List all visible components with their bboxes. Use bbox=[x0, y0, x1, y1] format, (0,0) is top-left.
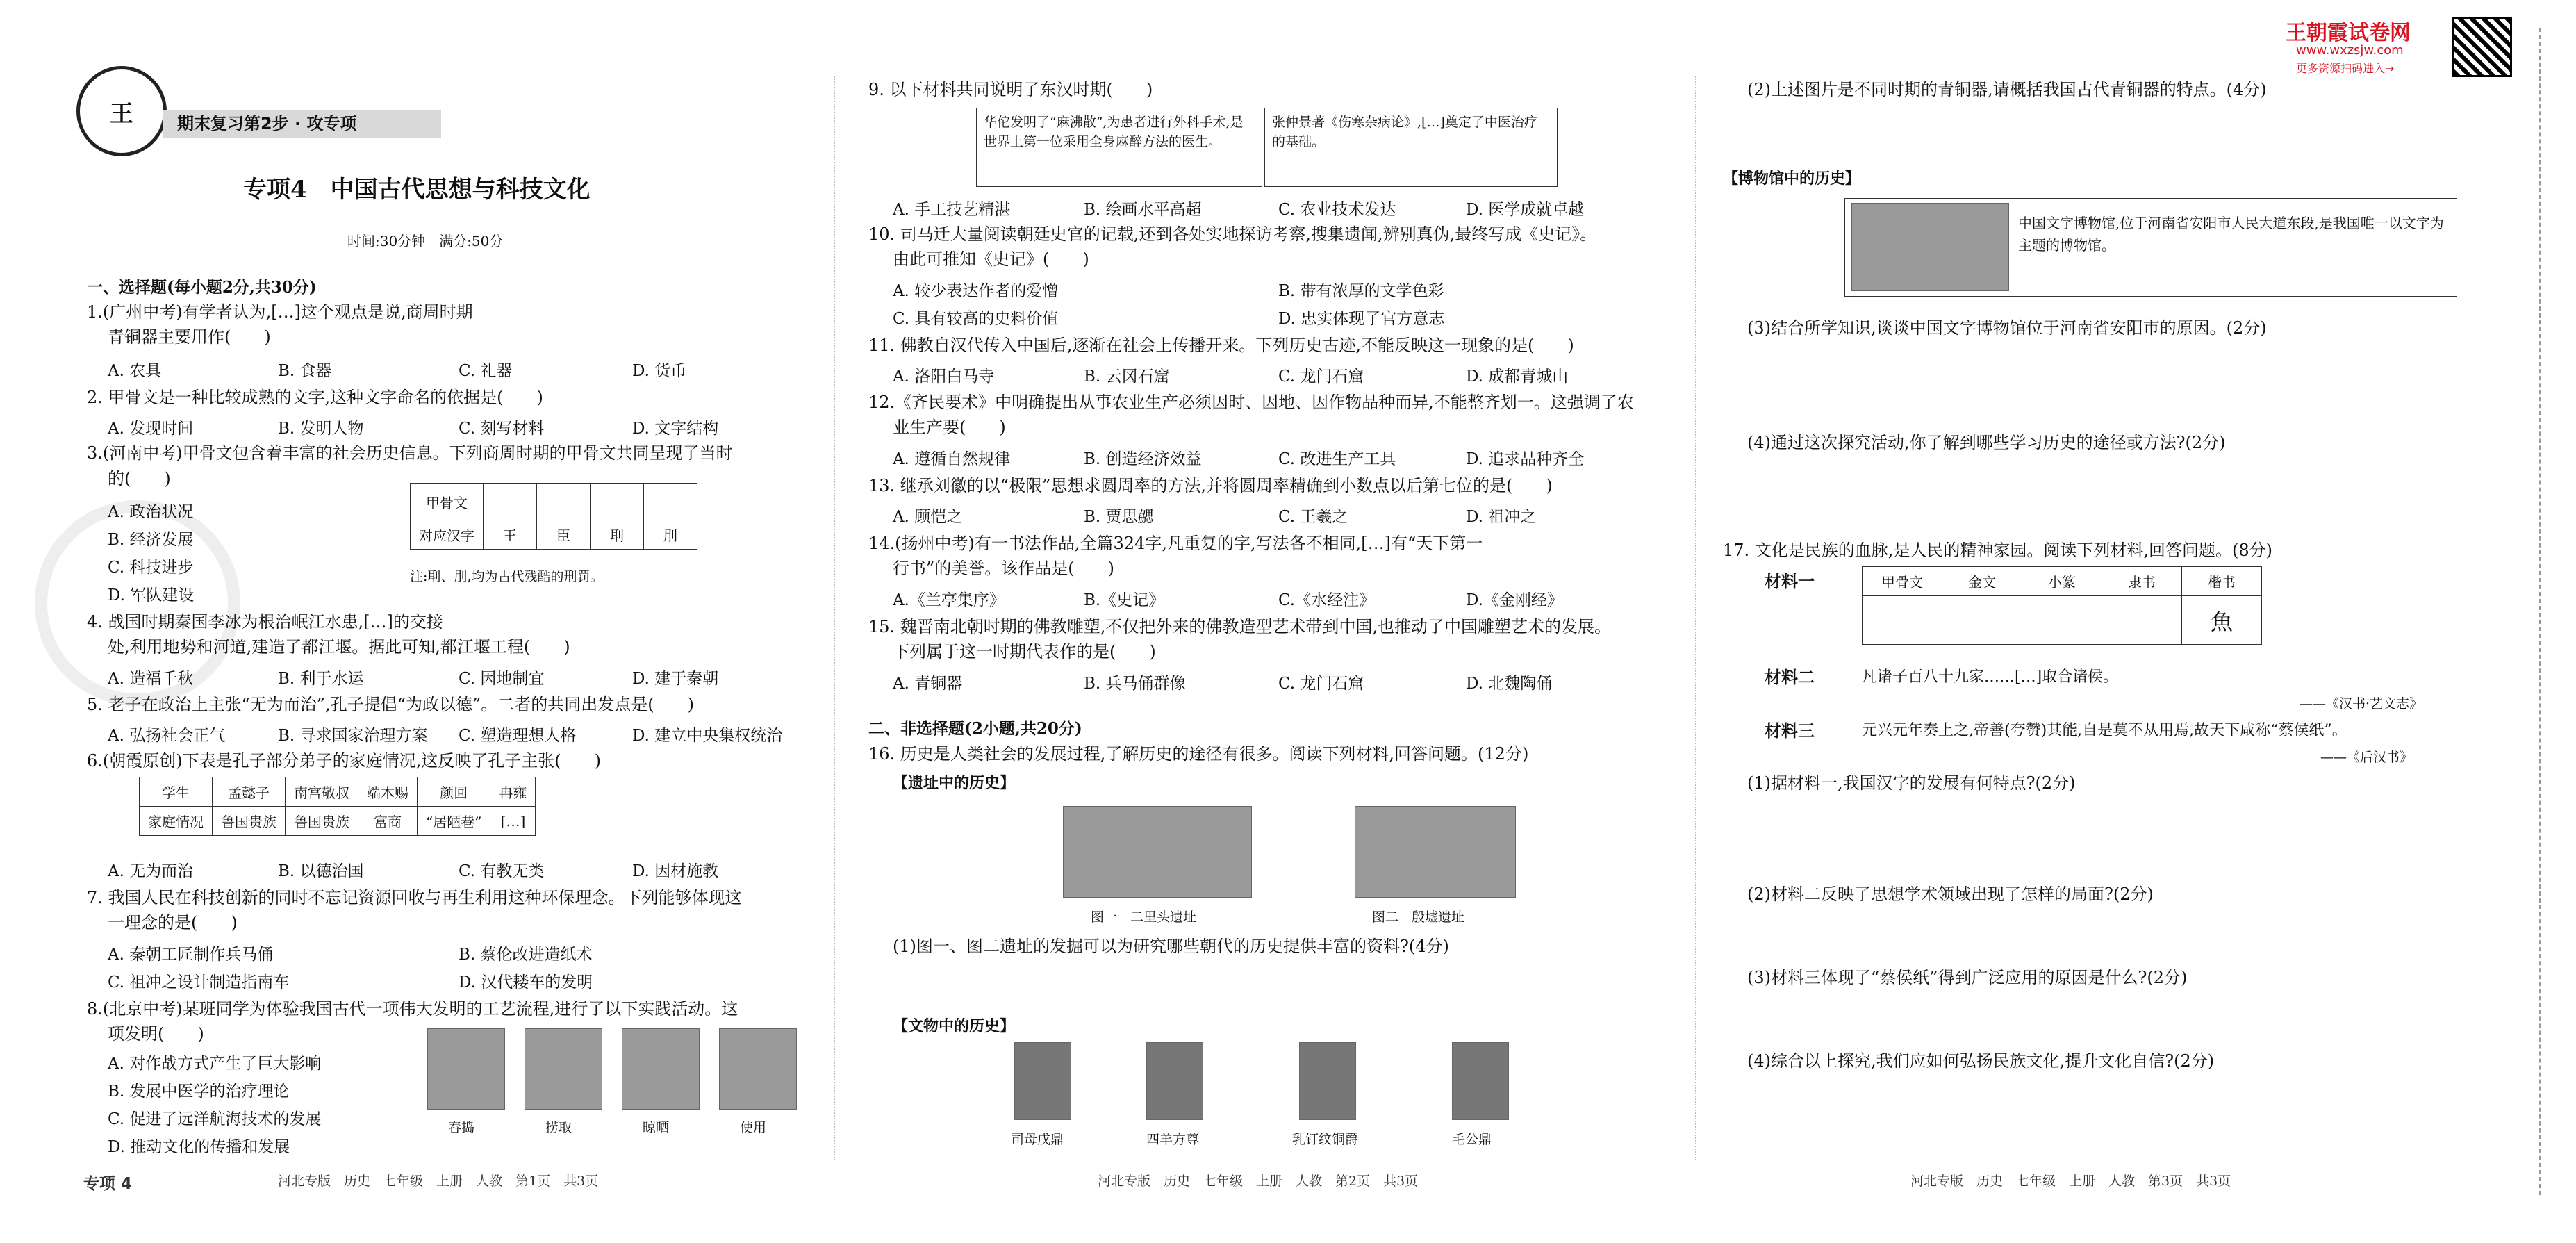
question-7-cont: 一理念的是( ) bbox=[108, 913, 238, 932]
footer-label: 专项 4 bbox=[83, 1175, 133, 1193]
column-divider bbox=[1695, 76, 1696, 1160]
material-3-text: 元兴元年奏上之,帝善(夸赞)其能,自是莫不从用焉,故天下咸称“蔡侯纸”。 bbox=[1862, 722, 2347, 739]
page-3 bbox=[1709, 0, 2494, 1243]
question-10-cont: 由此可推知《史记》( ) bbox=[893, 249, 1089, 269]
table-cell: 冉雍 bbox=[490, 777, 536, 807]
option[interactable]: B. 兵马俑群像 bbox=[1084, 675, 1186, 693]
option[interactable]: B. 绘画水平高超 bbox=[1084, 201, 1202, 219]
section-nonchoice: 二、非选择题(2小题,共20分) bbox=[868, 719, 1082, 738]
option[interactable]: A. 遵循自然规律 bbox=[893, 450, 1011, 468]
table-cell: 小篆 bbox=[2022, 567, 2102, 596]
option[interactable]: B. 贾思勰 bbox=[1084, 508, 1154, 526]
option[interactable]: D. 成都青城山 bbox=[1466, 368, 1569, 386]
option[interactable]: B. 发展中医学的治疗理论 bbox=[108, 1083, 290, 1101]
fish-glyph-icon bbox=[2102, 596, 2182, 645]
material-2-label: 材料二 bbox=[1765, 667, 1815, 687]
question-7: 7. 我国人民在科技创新的同时不忘记资源回收与再生利用这种环保理念。下列能够体现这 bbox=[87, 888, 742, 907]
option[interactable]: D. 追求品种齐全 bbox=[1466, 450, 1585, 468]
oracle-glyph-icon bbox=[591, 484, 644, 520]
oracle-glyph-icon bbox=[537, 484, 591, 520]
student-table bbox=[139, 777, 536, 836]
option[interactable]: C. 促进了远洋航海技术的发展 bbox=[108, 1110, 322, 1128]
review-banner: 期末复习第2步 · 攻专项 bbox=[163, 110, 441, 138]
question-17: 17. 文化是民族的血脉,是人民的精神家园。阅读下列材料,回答问题。(8分) bbox=[1723, 541, 2273, 560]
option[interactable]: A. 青铜器 bbox=[893, 675, 963, 693]
table-cell: 王 bbox=[484, 520, 537, 550]
oracle-bone-table bbox=[410, 483, 697, 550]
papermaking-photo bbox=[427, 1028, 505, 1110]
photo-caption: 乳钉纹铜爵 bbox=[1292, 1132, 1359, 1147]
yinxu-site-photo bbox=[1355, 806, 1516, 898]
option[interactable]: B. 带有浓厚的文学色彩 bbox=[1278, 282, 1444, 300]
question-2: 2. 甲骨文是一种比较成熟的文字,这种文字命名的依据是( ) bbox=[87, 388, 543, 407]
page-footer: 河北专版 历史 七年级 上册 人教 第2页 共3页 bbox=[1098, 1174, 1419, 1189]
option[interactable]: C. 龙门石窟 bbox=[1278, 675, 1364, 693]
bronze-ding-photo bbox=[1014, 1042, 1071, 1120]
option[interactable]: D. 建于秦朝 bbox=[632, 670, 719, 688]
option[interactable]: C. 礼器 bbox=[459, 362, 513, 380]
table-cell: 臣 bbox=[537, 520, 591, 550]
photo-caption: 司母戊鼎 bbox=[1011, 1132, 1064, 1147]
papermaking-photo bbox=[525, 1028, 602, 1110]
photo-caption: 舂捣 bbox=[448, 1120, 475, 1135]
question-16-1: (1)图一、图二遗址的发掘可以为研究哪些朝代的历史提供丰富的资料?(4分) bbox=[893, 937, 1449, 956]
museum-history-title: 【博物馆中的历史】 bbox=[1723, 170, 1861, 188]
question-17-3: (3)材料三体现了“蔡侯纸”得到广泛应用的原因是什么?(2分) bbox=[1747, 968, 2188, 987]
question-17-4: (4)综合以上探究,我们应如何弘扬民族文化,提升文化自信?(2分) bbox=[1747, 1051, 2215, 1071]
option[interactable]: D. 建立中央集权统治 bbox=[632, 727, 783, 745]
material-2-text: 凡诸子百八十九家……[…]取合诸侯。 bbox=[1862, 668, 2119, 686]
option[interactable]: A. 无为而治 bbox=[108, 862, 194, 880]
site-history-title: 【遗址中的历史】 bbox=[893, 774, 1016, 792]
option[interactable]: C. 农业技术发达 bbox=[1278, 201, 1396, 219]
bronze-ding-photo bbox=[1452, 1042, 1509, 1120]
papermaking-photo bbox=[622, 1028, 700, 1110]
table-cell: 孟懿子 bbox=[213, 777, 286, 807]
question-15: 15. 魏晋南北朝时期的佛教雕塑,不仅把外来的佛教造型艺术带到中国,也推动了中国雕塑艺术的发展。 bbox=[868, 617, 1612, 636]
question-1: 1.(广州中考)有学者认为,[…]这个观点是说,商周时期 bbox=[87, 302, 473, 322]
table-cell: 家庭情况 bbox=[140, 807, 213, 836]
question-1-cont: 青铜器主要用作( ) bbox=[108, 327, 271, 347]
photo-caption: 四羊方尊 bbox=[1146, 1132, 1200, 1147]
option[interactable]: D. 军队建设 bbox=[108, 586, 195, 604]
material-2-source: ——《汉书·艺文志》 bbox=[2300, 696, 2423, 711]
table-cell: 对应汉字 bbox=[411, 520, 484, 550]
material-3-label: 材料三 bbox=[1765, 721, 1815, 741]
option[interactable]: C. 塑造理想人格 bbox=[459, 727, 577, 745]
option[interactable]: B. 云冈石窟 bbox=[1084, 368, 1170, 386]
table-note: 注:刵、刖,均为古代残酷的刑罚。 bbox=[410, 569, 604, 584]
option[interactable]: A. 顾恺之 bbox=[893, 508, 963, 526]
question-14-cont: 行书”的美誉。该作品是( ) bbox=[893, 559, 1114, 578]
question-4: 4. 战国时期秦国李冰为根治岷江水患,[…]的交接 bbox=[87, 612, 443, 632]
option[interactable]: D. 货币 bbox=[632, 362, 687, 380]
option[interactable]: D. 忠实体现了官方意志 bbox=[1278, 310, 1445, 328]
option[interactable]: D. 北魏陶俑 bbox=[1466, 675, 1553, 693]
option[interactable]: A. 对作战方式产生了巨大影响 bbox=[108, 1055, 322, 1073]
question-6: 6.(朝霞原创)下表是孔子部分弟子的家庭情况,这反映了孔子主张( ) bbox=[87, 751, 601, 771]
material-3-source: ——《后汉书》 bbox=[2320, 750, 2413, 765]
question-17-2: (2)材料二反映了思想学术领域出现了怎样的局面?(2分) bbox=[1747, 884, 2154, 904]
question-3: 3.(河南中考)甲骨文包含着丰富的社会历史信息。下列商周时期的甲骨文共同呈现了当时 bbox=[87, 443, 733, 463]
question-9: 9. 以下材料共同说明了东汉时期( ) bbox=[868, 80, 1153, 99]
fish-glyph-icon bbox=[1942, 596, 2022, 645]
page-footer: 河北专版 历史 七年级 上册 人教 第3页 共3页 bbox=[1910, 1174, 2231, 1189]
option[interactable]: C. 改进生产工具 bbox=[1278, 450, 1396, 468]
question-16-2: (2)上述图片是不同时期的青铜器,请概括我国古代青铜器的特点。(4分) bbox=[1747, 80, 2267, 99]
question-17-1: (1)据材料一,我国汉字的发展有何特点?(2分) bbox=[1747, 773, 2076, 793]
option[interactable]: C. 因地制宜 bbox=[459, 670, 545, 688]
oracle-glyph-icon bbox=[484, 484, 537, 520]
brand-tip: 更多资源扫码进入→ bbox=[2296, 62, 2395, 75]
option[interactable]: A. 发现时间 bbox=[108, 420, 194, 438]
table-cell: 金文 bbox=[1942, 567, 2022, 596]
table-cell: 鲁国贵族 bbox=[286, 807, 358, 836]
page-footer: 河北专版 历史 七年级 上册 人教 第1页 共3页 bbox=[278, 1174, 599, 1189]
option[interactable]: C.《水经注》 bbox=[1278, 591, 1376, 609]
photo-caption: 图一 二里头遗址 bbox=[1091, 909, 1197, 925]
question-5: 5. 老子在政治上主张“无为而治”,孔子提倡“为政以德”。二者的共同出发点是( ) bbox=[87, 695, 694, 714]
option[interactable]: B. 发明人物 bbox=[278, 420, 364, 438]
option[interactable]: A.《兰亭集序》 bbox=[893, 591, 1005, 609]
page-1 bbox=[76, 0, 820, 1243]
photo-caption: 捞取 bbox=[545, 1120, 572, 1135]
publisher-logo: 王 bbox=[76, 66, 167, 156]
question-10: 10. 司马迁大量阅读朝廷史官的记载,还到各处实地探访考察,搜集遗闻,辨别真伪,最终写成《史记》。 bbox=[868, 224, 1597, 244]
option[interactable]: B. 创造经济效益 bbox=[1084, 450, 1202, 468]
option[interactable]: C. 王羲之 bbox=[1278, 508, 1348, 526]
table-cell: 鲁国贵族 bbox=[213, 807, 286, 836]
fish-glyph-icon bbox=[1863, 596, 1942, 645]
material-1-label: 材料一 bbox=[1765, 571, 1815, 591]
papermaking-photo bbox=[719, 1028, 797, 1110]
table-cell: 颜回 bbox=[418, 777, 490, 807]
museum-text: 中国文字博物馆,位于河南省安阳市人民大道东段,是我国唯一以文字为主题的博物馆。 bbox=[2018, 215, 2444, 254]
fish-glyph-icon bbox=[2022, 596, 2102, 645]
question-8-cont: 项发明( ) bbox=[108, 1024, 204, 1044]
photo-caption: 晾晒 bbox=[643, 1120, 670, 1135]
option[interactable]: A. 手工技艺精湛 bbox=[893, 201, 1011, 219]
option[interactable]: C. 有教无类 bbox=[459, 862, 545, 880]
table-cell: […] bbox=[490, 807, 536, 836]
table-cell: 端木赐 bbox=[358, 777, 418, 807]
bronze-jue-photo bbox=[1299, 1042, 1356, 1120]
question-16-3: (3)结合所学知识,谈谈中国文字博物馆位于河南省安阳市的原因。(2分) bbox=[1747, 318, 2267, 338]
question-3-cont: 的( ) bbox=[108, 469, 171, 488]
photo-caption: 毛公鼎 bbox=[1452, 1132, 1492, 1147]
option[interactable]: A. 造福千秋 bbox=[108, 670, 194, 688]
question-14: 14.(扬州中考)有一书法作品,全篇324字,凡重复的字,写法各不相同,[…]有“天下第一 bbox=[868, 534, 1483, 553]
table-cell: 隶书 bbox=[2102, 567, 2182, 596]
option[interactable]: A. 较少表达作者的爱憎 bbox=[893, 282, 1059, 300]
oracle-glyph-icon bbox=[644, 484, 697, 520]
option[interactable]: B. 利于水运 bbox=[278, 670, 364, 688]
option[interactable]: D. 医学成就卓越 bbox=[1466, 201, 1585, 219]
table-cell: 南宫敬叔 bbox=[286, 777, 358, 807]
option[interactable]: C. 具有较高的史料价值 bbox=[893, 310, 1059, 328]
option[interactable]: B. 以德治国 bbox=[278, 862, 364, 880]
question-15-cont: 下列属于这一时期代表作的是( ) bbox=[893, 642, 1156, 661]
option[interactable]: B. 食器 bbox=[278, 362, 332, 380]
table-cell: “居陋巷” bbox=[418, 807, 490, 836]
script-evolution-table bbox=[1862, 566, 2262, 645]
option[interactable]: C. 科技进步 bbox=[108, 559, 194, 577]
table-cell: 甲骨文 bbox=[411, 484, 484, 520]
option[interactable]: D. 文字结构 bbox=[632, 420, 719, 438]
question-11: 11. 佛教自汉代传入中国后,逐渐在社会上传播开来。下列历史古迹,不能反映这一现象的是( ) bbox=[868, 336, 1574, 355]
question-8: 8.(北京中考)某班同学为体验我国古代一项伟大发明的工艺流程,进行了以下实践活动。这 bbox=[87, 999, 738, 1019]
option[interactable]: A. 弘扬社会正气 bbox=[108, 727, 226, 745]
section-choice: 一、选择题(每小题2分,共30分) bbox=[87, 278, 317, 297]
museum-photo bbox=[1851, 203, 2009, 291]
option[interactable]: D.《金刚经》 bbox=[1466, 591, 1563, 609]
column-divider bbox=[834, 76, 835, 1160]
option[interactable]: D. 祖冲之 bbox=[1466, 508, 1537, 526]
option[interactable]: D. 推动文化的传播和发展 bbox=[108, 1138, 290, 1156]
option[interactable]: C. 龙门石窟 bbox=[1278, 368, 1364, 386]
photo-caption: 图二 殷墟遗址 bbox=[1372, 909, 1465, 925]
question-12: 12.《齐民要术》中明确提出从事农业生产必须因时、因地、因作物品种而异,不能整齐划一。这强调了农 bbox=[868, 393, 1634, 412]
material-box-huatuo: 华佗发明了“麻沸散”,为患者进行外科手术,是世界上第一位采用全身麻醉方法的医生。 bbox=[976, 108, 1262, 187]
question-4-cont: 处,利用地势和河道,建造了都江堰。据此可知,都江堰工程( ) bbox=[108, 637, 570, 657]
option[interactable]: C. 刻写材料 bbox=[459, 420, 545, 438]
table-cell: 富商 bbox=[358, 807, 418, 836]
bronze-zun-photo bbox=[1146, 1042, 1203, 1120]
fish-glyph-icon: 魚 bbox=[2182, 596, 2262, 645]
option[interactable]: D. 因材施教 bbox=[632, 862, 719, 880]
option[interactable]: D. 汉代耧车的发明 bbox=[459, 973, 593, 991]
table-cell: 刖 bbox=[644, 520, 697, 550]
exam-meta: 时间:30分钟 满分:50分 bbox=[347, 233, 504, 249]
brand-name[interactable]: 王朝霞试卷网 bbox=[2286, 21, 2411, 45]
option[interactable]: B. 经济发展 bbox=[108, 531, 194, 549]
option[interactable]: B.《史记》 bbox=[1084, 591, 1165, 609]
question-13: 13. 继承刘徽的以“极限”思想求圆周率的方法,并将圆周率精确到小数点以后第七位的是( ) bbox=[868, 476, 1553, 495]
option[interactable]: A. 农具 bbox=[108, 362, 162, 380]
option[interactable]: A. 洛阳白马寺 bbox=[893, 368, 995, 386]
question-16: 16. 历史是人类社会的发展过程,了解历史的途径有很多。阅读下列材料,回答问题。(12分) bbox=[868, 744, 1529, 764]
photo-caption: 使用 bbox=[740, 1120, 767, 1135]
table-cell: 甲骨文 bbox=[1863, 567, 1942, 596]
question-16-4: (4)通过这次探究活动,你了解到哪些学习历史的途径或方法?(2分) bbox=[1747, 433, 2226, 452]
erlitou-site-photo bbox=[1063, 806, 1252, 898]
option[interactable]: A. 政治状况 bbox=[108, 503, 194, 521]
table-cell: 楷书 bbox=[2182, 567, 2262, 596]
relic-history-title: 【文物中的历史】 bbox=[893, 1017, 1016, 1035]
page-title: 专项4 中国古代思想与科技文化 bbox=[243, 176, 591, 204]
brand-url[interactable]: www.wxzsjw.com bbox=[2296, 43, 2404, 58]
binding-line bbox=[2539, 28, 2541, 1195]
table-cell: 学生 bbox=[140, 777, 213, 807]
option[interactable]: B. 蔡伦改进造纸术 bbox=[459, 946, 593, 964]
question-12-cont: 业生产要( ) bbox=[893, 418, 1006, 437]
material-box-zhangzhongjing: 张仲景著《伤寒杂病论》,[…]奠定了中医治疗的基础。 bbox=[1264, 108, 1558, 187]
table-cell: 刵 bbox=[591, 520, 644, 550]
option[interactable]: A. 秦朝工匠制作兵马俑 bbox=[108, 946, 274, 964]
option[interactable]: B. 寻求国家治理方案 bbox=[278, 727, 428, 745]
page-2 bbox=[854, 0, 1660, 1243]
option[interactable]: C. 祖冲之设计制造指南车 bbox=[108, 973, 290, 991]
